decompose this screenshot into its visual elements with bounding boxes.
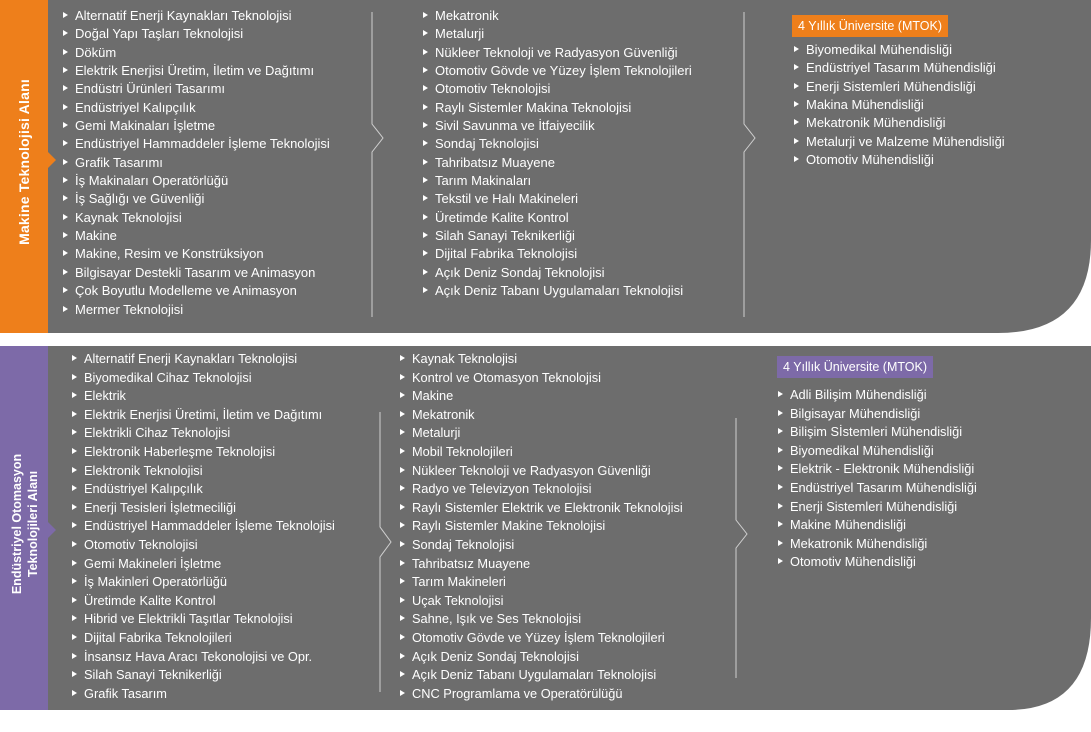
list-item: Elektronik Teknolojisi xyxy=(72,462,335,481)
list-item: Mekatronik xyxy=(423,7,692,25)
list-item: Sondaj Teknolojisi xyxy=(423,135,692,153)
list-item: Dijital Fabrika Teknolojisi xyxy=(423,245,692,263)
list-item: Bilgisayar Mühendisliği xyxy=(778,405,977,424)
list-item: Tarım Makinaları xyxy=(423,172,692,190)
list-item: Biyomedikal Mühendisliği xyxy=(794,41,1005,59)
list-item: Üretimde Kalite Kontrol xyxy=(423,209,692,227)
mtok-badge: 4 Yıllık Üniversite (MTOK) xyxy=(777,356,933,378)
mtok-badge: 4 Yıllık Üniversite (MTOK) xyxy=(792,15,948,37)
list-item: Uçak Teknolojisi xyxy=(400,592,683,611)
program-list-col1 xyxy=(63,7,330,319)
list-item: CNC Programlama ve Operatörülüğü xyxy=(400,685,683,704)
list-item: Elektronik Haberleşme Teknolojisi xyxy=(72,443,335,462)
program-list-col2 xyxy=(400,350,683,703)
list-item: Nükleer Teknoloji ve Radyasyon Güvenliği xyxy=(423,44,692,62)
list-item: Tahribatsız Muayene xyxy=(400,555,683,574)
list-item: Elektrik Enerjisi Üretimi, İletim ve Dağıtımı xyxy=(72,406,335,425)
list-item: Makine Mühendisliği xyxy=(778,516,977,535)
list-item: Makina Mühendisliği xyxy=(794,96,1005,114)
list-item: Döküm xyxy=(63,44,330,62)
list-item: Açık Deniz Tabanı Uygulamaları Teknolojisi xyxy=(423,282,692,300)
list-item: Enerji Tesisleri İşletmeciliği xyxy=(72,499,335,518)
list-item: Gemi Makinaları İşletme xyxy=(63,117,330,135)
list-item: Silah Sanayi Teknikerliği xyxy=(72,666,335,685)
list-item: Dijital Fabrika Teknolojileri xyxy=(72,629,335,648)
list-item: Elektrikli Cihaz Teknolojisi xyxy=(72,424,335,443)
list-item: Otomotiv Gövde ve Yüzey İşlem Teknolojileri xyxy=(423,62,692,80)
program-list-col2 xyxy=(423,7,692,301)
list-item: Grafik Tasarım xyxy=(72,685,335,704)
engineering-list xyxy=(794,41,1005,169)
list-item: Enerji Sistemleri Mühendisliği xyxy=(794,78,1005,96)
list-item: Sivil Savunma ve İtfaiyecilik xyxy=(423,117,692,135)
list-item: Kaynak Teknolojisi xyxy=(63,209,330,227)
panel-title-line2: Teknolojileri Alanı xyxy=(26,470,40,578)
list-item: Çok Boyutlu Modelleme ve Animasyon xyxy=(63,282,330,300)
list-item: Endüstriyel Kalıpçılık xyxy=(72,480,335,499)
list-item: Alternatif Enerji Kaynakları Teknolojisi xyxy=(63,7,330,25)
list-item: Endüstriyel Kalıpçılık xyxy=(63,99,330,117)
chevron-divider-icon xyxy=(734,418,750,718)
list-item: İş Makinaları Operatörlüğü xyxy=(63,172,330,190)
list-item: Bilgisayar Destekli Tasarım ve Animasyon xyxy=(63,264,330,282)
list-item: Makine xyxy=(63,227,330,245)
list-item: Tekstil ve Halı Makineleri xyxy=(423,190,692,208)
list-item: Metalurji xyxy=(400,424,683,443)
list-item: Elektrik xyxy=(72,387,335,406)
list-item: Raylı Sistemler Elektrik ve Elektronik Teknolojisi xyxy=(400,499,683,518)
list-item: Açık Deniz Sondaj Teknolojisi xyxy=(400,648,683,667)
list-item: Üretimde Kalite Kontrol xyxy=(72,592,335,611)
list-item: Endüstriyel Tasarım Mühendisliği xyxy=(794,59,1005,77)
list-item: Elektrik Enerjisi Üretim, İletim ve Dağıtımı xyxy=(63,62,330,80)
list-item: İnsansız Hava Aracı Tekonolojisi ve Opr. xyxy=(72,648,335,667)
list-item: Mermer Teknolojisi xyxy=(63,301,330,319)
list-item: Sondaj Teknolojisi xyxy=(400,536,683,555)
list-item: İş Sağlığı ve Güvenliği xyxy=(63,190,330,208)
list-item: Mobil Teknolojileri xyxy=(400,443,683,462)
list-item: Alternatif Enerji Kaynakları Teknolojisi xyxy=(72,350,335,369)
panel-title: Makine Teknolojisi Alanı xyxy=(16,79,32,245)
panel-title-line1: Endüstriyel Otomasyon xyxy=(10,453,24,595)
list-item: Bilişim Sİstemleri Mühendisliği xyxy=(778,423,977,442)
list-item: Enerji Sistemleri Mühendisliği xyxy=(778,498,977,517)
list-item: Makine, Resim ve Konstrüksiyon xyxy=(63,245,330,263)
endustriyel-otomasyon-panel xyxy=(0,346,1091,710)
list-item: Otomotiv Teknolojisi xyxy=(423,80,692,98)
list-item: Metalurji xyxy=(423,25,692,43)
list-item: Grafik Tasarımı xyxy=(63,154,330,172)
list-item: Mekatronik Mühendisliği xyxy=(778,535,977,554)
list-item: Biyomedikal Cihaz Teknolojisi xyxy=(72,369,335,388)
list-item: Mekatronik Mühendisliği xyxy=(794,114,1005,132)
list-item: İş Makinleri Operatörlüğü xyxy=(72,573,335,592)
list-item: Açık Deniz Tabanı Uygulamaları Teknolojisi xyxy=(400,666,683,685)
list-item: Elektrik - Elektronik Mühendisliği xyxy=(778,460,977,479)
list-item: Kontrol ve Otomasyon Teknolojisi xyxy=(400,369,683,388)
program-list-col1 xyxy=(72,350,335,703)
list-item: Otomotiv Teknolojisi xyxy=(72,536,335,555)
list-item: Raylı Sistemler Makina Teknolojisi xyxy=(423,99,692,117)
list-item: Sahne, Işık ve Ses Teknolojisi xyxy=(400,610,683,629)
list-item: Biyomedikal Mühendisliği xyxy=(778,442,977,461)
list-item: Raylı Sistemler Makine Teknolojisi xyxy=(400,517,683,536)
list-item: Otomotiv Mühendisliği xyxy=(778,553,977,572)
list-item: Endüstri Ürünleri Tasarımı xyxy=(63,80,330,98)
list-item: Makine xyxy=(400,387,683,406)
list-item: Gemi Makineleri İşletme xyxy=(72,555,335,574)
chevron-divider-icon xyxy=(378,412,394,732)
list-item: Otomotiv Gövde ve Yüzey İşlem Teknolojileri xyxy=(400,629,683,648)
engineering-list xyxy=(778,386,977,572)
list-item: Mekatronik xyxy=(400,406,683,425)
list-item: Açık Deniz Sondaj Teknolojisi xyxy=(423,264,692,282)
list-item: Endüstriyel Hammaddeler İşleme Teknolojisi xyxy=(72,517,335,536)
list-item: Doğal Yapı Taşları Teknolojisi xyxy=(63,25,330,43)
list-item: Kaynak Teknolojisi xyxy=(400,350,683,369)
list-item: Hibrid ve Elektrikli Taşıtlar Teknolojisi xyxy=(72,610,335,629)
makine-teknolojisi-panel xyxy=(0,0,1091,333)
list-item: Metalurji ve Malzeme Mühendisliği xyxy=(794,133,1005,151)
chevron-divider-icon xyxy=(742,12,758,322)
list-item: Otomotiv Mühendisliği xyxy=(794,151,1005,169)
list-item: Tahribatsız Muayene xyxy=(423,154,692,172)
list-item: Radyo ve Televizyon Teknolojisi xyxy=(400,480,683,499)
list-item: Nükleer Teknoloji ve Radyasyon Güvenliği xyxy=(400,462,683,481)
list-item: Silah Sanayi Teknikerliği xyxy=(423,227,692,245)
list-item: Tarım Makineleri xyxy=(400,573,683,592)
list-item: Endüstriyel Hammaddeler İşleme Teknolojisi xyxy=(63,135,330,153)
list-item: Endüstriyel Tasarım Mühendisliği xyxy=(778,479,977,498)
chevron-divider-icon xyxy=(370,12,386,322)
list-item: Adli Bilişim Mühendisliği xyxy=(778,386,977,405)
panel-title xyxy=(9,389,41,659)
